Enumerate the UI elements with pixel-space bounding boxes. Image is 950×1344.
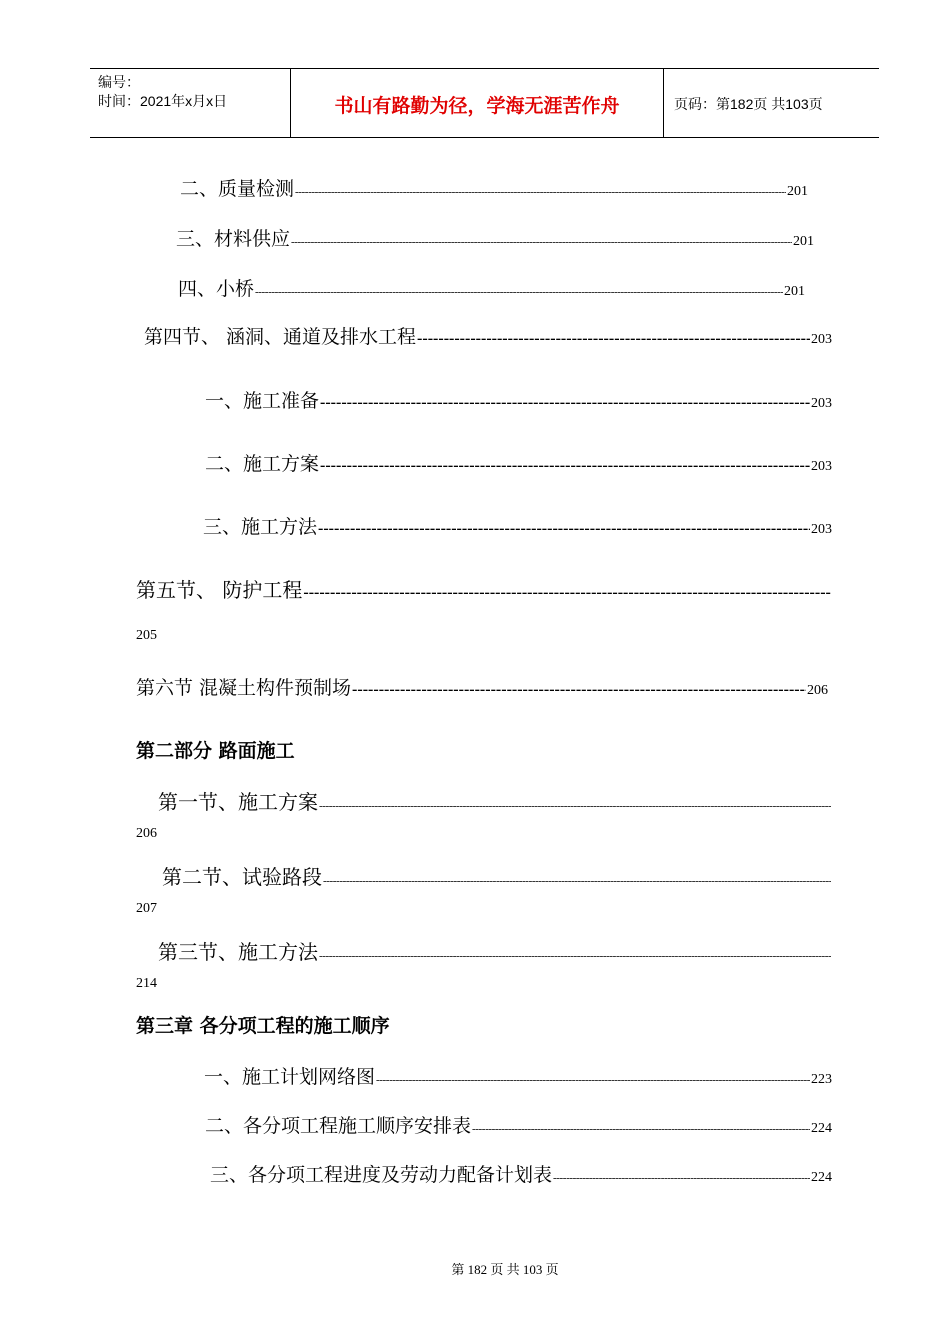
toc-page-number: 203 [811, 332, 832, 347]
toc-entry-construction-plan[interactable] [205, 449, 832, 476]
toc-page-number: 201 [793, 234, 814, 249]
toc-page-number: 203 [811, 522, 832, 537]
toc-leader [553, 1172, 810, 1184]
toc-entry-network-diagram[interactable] [204, 1062, 832, 1089]
toc-leader [472, 1123, 810, 1135]
toc-entry-construction-prep[interactable] [205, 386, 832, 413]
toc-leader [323, 875, 831, 887]
toc-leader [303, 584, 831, 602]
toc-page-number: 214 [136, 976, 157, 991]
toc-label: 第三节、施工方法 [158, 940, 318, 964]
toc-label: 第四节、 涵洞、通道及排水工程 [144, 326, 417, 348]
toc-page-number: 223 [811, 1072, 832, 1087]
toc-page-number: 206 [136, 826, 157, 841]
toc-entry-section-6-precast-yard[interactable] [136, 673, 828, 700]
toc-entry-construction-method[interactable] [203, 512, 832, 539]
toc-page-number: 203 [811, 459, 832, 474]
toc-label: 四、小桥 [178, 278, 255, 300]
toc-leader [295, 186, 786, 198]
page-header [90, 68, 879, 138]
toc-page-number: 205 [136, 628, 157, 643]
toc-entry-section-2-trial[interactable] [162, 861, 832, 890]
toc-page-number: 224 [811, 1121, 832, 1136]
toc-page-number: 206 [807, 683, 828, 698]
motto: 书山有路勤为径，学海无涯苦作舟 [334, 95, 620, 117]
toc-entry-quality-inspection[interactable] [180, 174, 808, 201]
toc-leader [319, 950, 831, 962]
toc-label: 第一节、施工方案 [158, 790, 318, 814]
toc-page-number: 203 [811, 396, 832, 411]
toc-label: 三、材料供应 [176, 228, 291, 250]
header-page-cell [664, 69, 879, 137]
chapter-3-heading: 第三章 各分项工程的施工顺序 [136, 1015, 390, 1037]
toc-label: 第六节 混凝土构件预制场 [136, 677, 352, 699]
toc-leader [291, 236, 792, 248]
toc-label: 二、施工方案 [205, 453, 320, 475]
toc-leader [320, 457, 810, 475]
time-label: 时间：2021年x月x日 [98, 93, 228, 109]
toc-label: 一、施工计划网络图 [204, 1066, 376, 1088]
header-meta-cell [90, 69, 291, 137]
part-2-heading: 第二部分 路面施工 [136, 740, 295, 762]
toc-label: 二、质量检测 [180, 178, 295, 200]
toc-entry-sequence-table[interactable] [205, 1111, 832, 1138]
toc-page-number: 224 [811, 1170, 832, 1185]
toc-entry-material-supply[interactable] [176, 224, 814, 251]
toc-page-number: 207 [136, 901, 157, 916]
toc-entry-small-bridge[interactable] [178, 274, 805, 301]
toc-leader [417, 330, 810, 348]
page-label: 页码：第182页 共103页 [674, 96, 823, 112]
toc-label: 三、各分项工程进度及劳动力配备计划表 [210, 1164, 553, 1186]
header-motto-cell [291, 69, 664, 137]
toc-label: 一、施工准备 [205, 390, 320, 412]
toc-leader [352, 681, 806, 699]
toc-label: 二、各分项工程施工顺序安排表 [205, 1115, 472, 1137]
toc-leader [319, 800, 831, 812]
toc-leader [320, 394, 810, 412]
toc-leader [376, 1074, 810, 1086]
toc-leader [255, 286, 783, 298]
toc-page-number: 201 [784, 284, 805, 299]
toc-entry-section-3-method[interactable] [158, 936, 832, 965]
toc-leader [318, 520, 810, 538]
toc-label: 第五节、 防护工程 [136, 578, 303, 602]
toc-entry-section-5-protection[interactable] [136, 574, 832, 603]
toc-label: 三、施工方法 [203, 516, 318, 538]
toc-entry-labor-plan[interactable] [210, 1160, 832, 1187]
toc-entry-section-4-culverts[interactable] [144, 322, 832, 349]
toc-page-number: 201 [787, 184, 808, 199]
toc-label: 第二节、试验路段 [162, 865, 322, 889]
toc-entry-section-1-plan[interactable] [158, 786, 832, 815]
number-label: 编号： [98, 74, 140, 90]
page-footer: 第 182 页 共 103 页 [451, 1262, 559, 1277]
